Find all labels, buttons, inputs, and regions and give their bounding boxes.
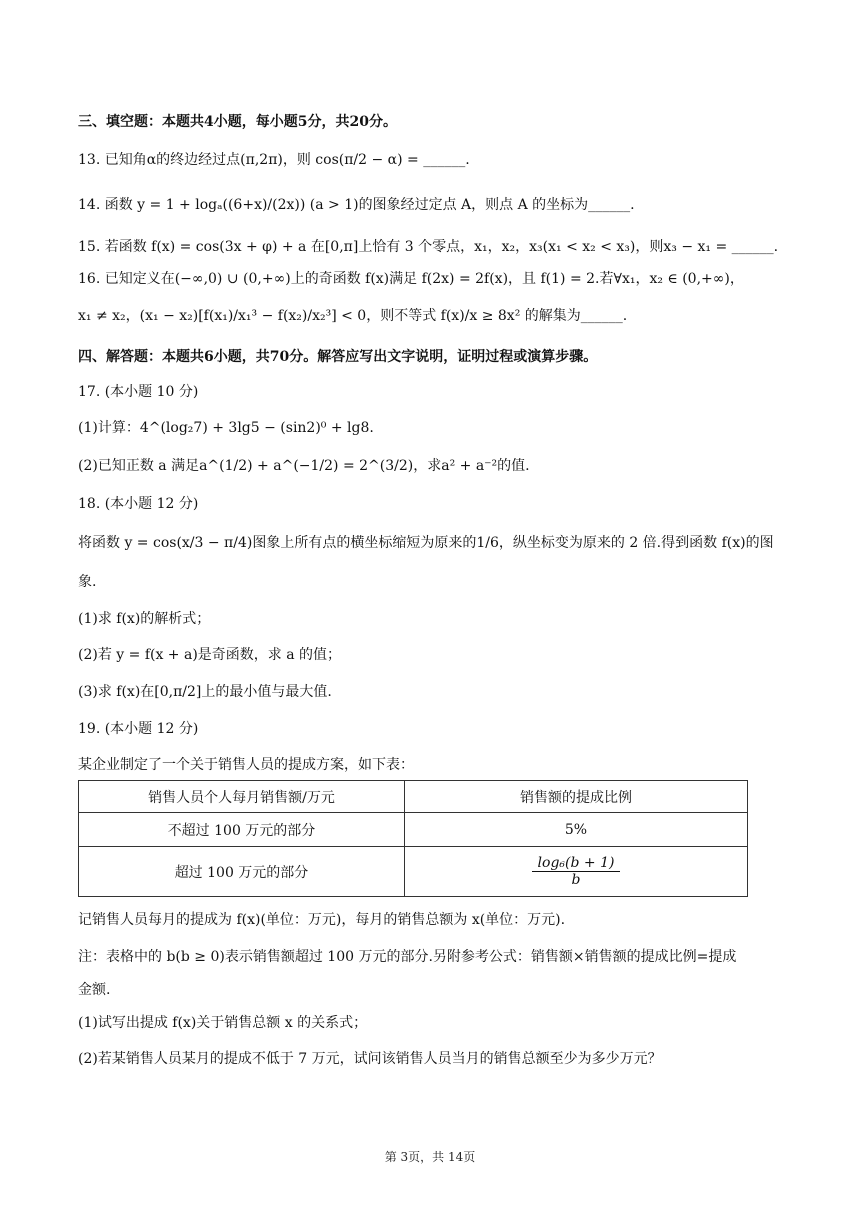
fraction-numerator: log₆(b + 1)	[532, 855, 621, 872]
table-cell-fraction	[405, 847, 748, 897]
question-16-line-2: x₁ ≠ x₂，(x₁ − x₂)[f(x₁)/x₁³ − f(x₂)/x₂³] < 0，则不等式 f(x)/x ≥ 8x² 的解集为______.	[78, 308, 628, 324]
question-18-stem-line-1: 将函数 y = cos(x/3 − π/4)图象上所有点的横坐标缩短为原来的1/6，纵坐标变为原来的 2 倍.得到函数 f(x)的图	[78, 535, 774, 551]
answer-section-header: 四、解答题：本题共6小题，共70分。解答应写出文字说明，证明过程或演算步骤。	[78, 349, 598, 365]
fraction-denominator: b	[571, 872, 581, 888]
question-19-note-line-1: 注：表格中的 b(b ≥ 0)表示销售额超过 100 万元的部分.另附参考公式：销售额×销售额的提成比例=提成	[78, 949, 737, 965]
question-16-line-1: 16. 已知定义在(−∞,0) ∪ (0,+∞)上的奇函数 f(x)满足 f(2x) = 2f(x)，且 f(1) = 2.若∀x₁，x₂ ∈ (0,+∞)，	[78, 271, 744, 287]
question-19-part-2: (2)若某销售人员某月的提成不低于 7 万元，试问该销售人员当月的销售总额至少为多少万元？	[78, 1051, 662, 1067]
table-header-cell: 销售额的提成比例	[405, 781, 748, 813]
question-14: 14. 函数 y = 1 + logₐ((6+x)/(2x)) (a > 1)的图象经过定点 A，则点 A 的坐标为______.	[78, 197, 635, 213]
question-18-part-3: (3)求 f(x)在[0,π/2]上的最小值与最大值.	[78, 684, 332, 700]
question-18-part-2: (2)若 y = f(x + a)是奇函数，求 a 的值；	[78, 647, 342, 663]
question-19-definition: 记销售人员每月的提成为 f(x)(单位：万元)，每月的销售总额为 x(单位：万元).	[78, 912, 566, 928]
question-18-part-1: (1)求 f(x)的解析式；	[78, 611, 211, 627]
page-footer: 第 3页，共 14页	[384, 1150, 476, 1164]
question-19-stem: 某企业制定了一个关于销售人员的提成方案，如下表：	[78, 757, 414, 773]
question-17-part-2: (2)已知正数 a 满足a^(1/2) + a^(−1/2) = 2^(3/2)，求a² + a⁻²的值.	[78, 458, 530, 474]
question-15: 15. 若函数 f(x) = cos(3x + φ) + a 在[0,π]上恰有 3 个零点，x₁，x₂，x₃(x₁ < x₂ < x₃)，则x₃ − x₁ = ______.	[78, 239, 779, 255]
commission-fraction	[532, 855, 621, 888]
question-17-part-1: (1)计算：4^(log₂7) + 3lg5 − (sin2)⁰ + lg8.	[78, 420, 374, 436]
commission-table	[78, 780, 748, 897]
question-13: 13. 已知角α的终边经过点(π,2π)，则 cos(π/2 − α) = ______.	[78, 152, 470, 168]
question-17-title: 17. (本小题 10 分)	[78, 384, 199, 400]
question-19-part-1: (1)试写出提成 f(x)关于销售总额 x 的关系式；	[78, 1015, 368, 1031]
question-19-note-line-2: 金额.	[78, 982, 111, 998]
table-cell: 不超过 100 万元的部分	[79, 813, 405, 847]
question-18-stem-line-2: 象.	[78, 574, 97, 590]
fill-in-section-header: 三、填空题：本题共4小题，每小题5分，共20分。	[78, 114, 397, 130]
question-18-title: 18. (本小题 12 分)	[78, 496, 199, 512]
table-header-cell: 销售人员个人每月销售额/万元	[79, 781, 405, 813]
table-cell: 超过 100 万元的部分	[79, 847, 405, 897]
question-19-title: 19. (本小题 12 分)	[78, 721, 199, 737]
table-cell: 5%	[405, 813, 748, 847]
